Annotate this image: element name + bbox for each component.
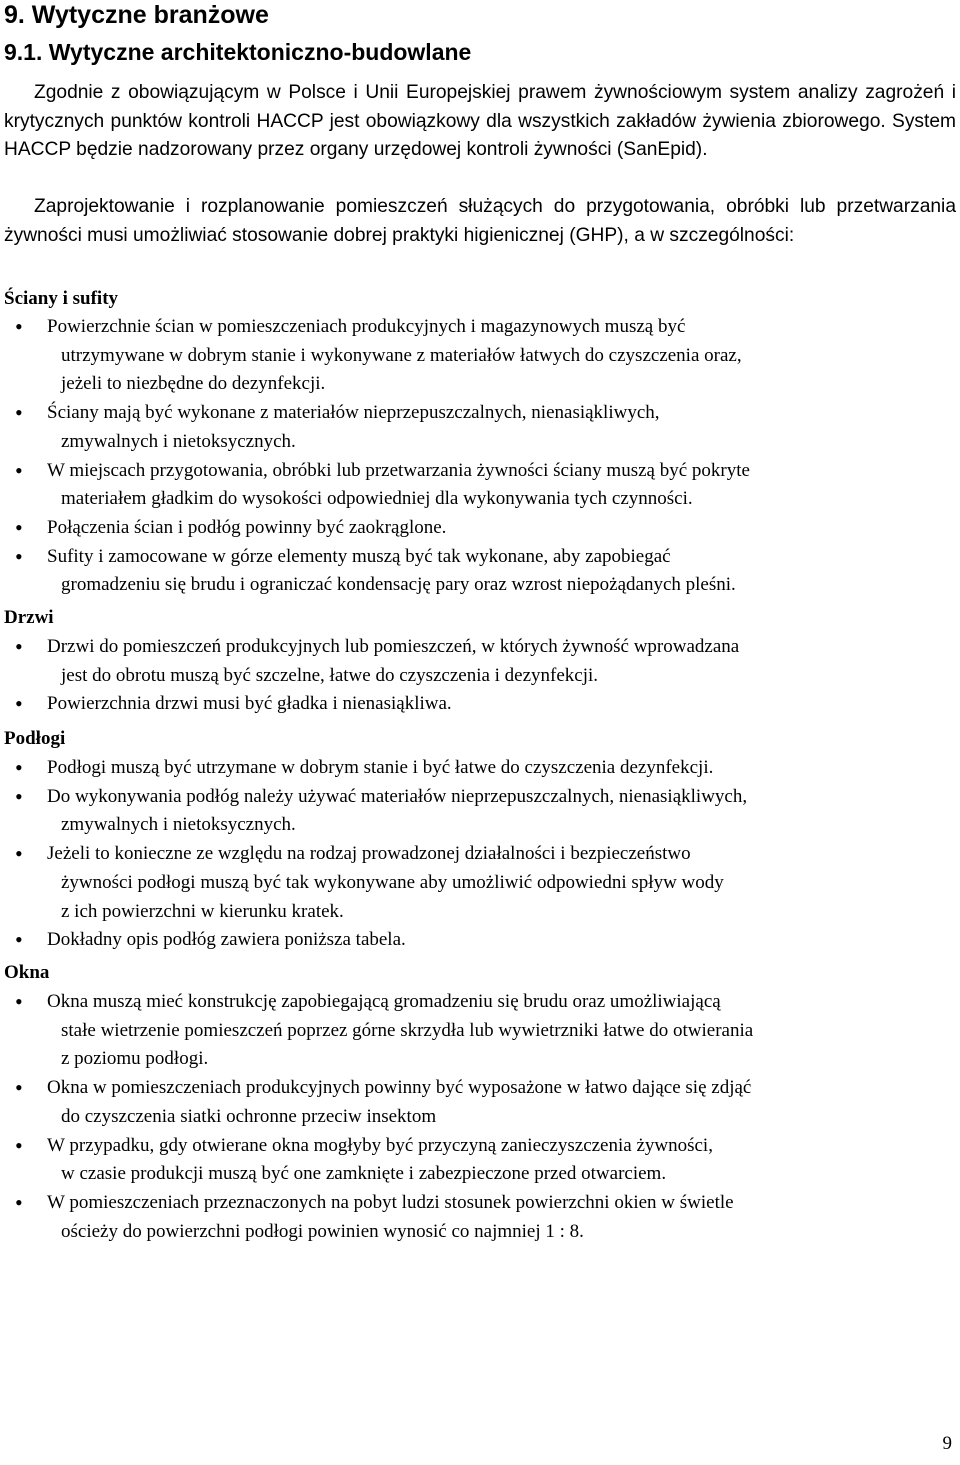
list-item-line: materiałem gładkim do wysokości odpowiedniej dla wykonywania tych czynności. xyxy=(61,488,693,510)
requirements-paragraph: Zaprojektowanie i rozplanowanie pomieszczeń służących do przygotowania, obróbki lub przetwarzania żywności musi umożliwiać stosowanie dobrej praktyki higienicznej (GHP), a w szczególności: xyxy=(4,196,956,246)
list-item-line: • W przypadku, gdy otwierane okna mogłyby być przyczyną zanieczyszczenia żywności, xyxy=(47,1134,713,1156)
list-item-line: • W miejscach przygotowania, obróbki lub przetwarzania żywności ściany muszą być pokryte xyxy=(47,459,750,481)
list-item xyxy=(0,690,960,719)
list-item xyxy=(0,633,960,690)
list-item-line: do czyszczenia siatki ochronne przeciw insektom xyxy=(61,1105,437,1127)
list-item-line: • Okna muszą mieć konstrukcję zapobiegającą gromadzeniu się brudu oraz umożliwiającą xyxy=(47,991,721,1012)
list-item-line: zmywalnych i nietoksycznych. xyxy=(61,430,296,452)
list-item xyxy=(0,988,960,1074)
list-item-line: ościeży do powierzchni podłogi powinien wynosić co najmniej 1 : 8. xyxy=(61,1220,584,1242)
list-item-line: stałe wietrzenie pomieszczeń poprzez górne skrzydła lub wywietrzniki łatwe do otwierania xyxy=(61,1019,754,1041)
list-item-line: z ich powierzchni w kierunku kratek. xyxy=(61,900,344,922)
list-item-line: • Drzwi do pomieszczeń produkcyjnych lub pomieszczeń, w których żywność wprowadzana xyxy=(47,636,740,657)
walls-heading: Ściany i sufity xyxy=(4,288,119,309)
list-item-line: jest do obrotu muszą być szczelne, łatwe do czyszczenia i dezynfekcji. xyxy=(61,664,599,686)
subsection-heading: 9.1. Wytyczne architektoniczno-budowlane xyxy=(4,39,472,65)
list-item xyxy=(0,1074,960,1131)
walls-list xyxy=(0,313,960,600)
page-number: 9 xyxy=(942,1433,952,1454)
floors-heading: Podłogi xyxy=(4,728,66,749)
list-item xyxy=(0,754,960,783)
list-item-line: • Podłogi muszą być utrzymane w dobrym stanie i być łatwe do czyszczenia dezynfekcji. xyxy=(47,757,714,778)
windows-heading: Okna xyxy=(4,962,50,983)
list-item-line: gromadzeniu się brudu i ograniczać kondensację pary oraz wzrost niepożądanych pleśni. xyxy=(61,574,736,596)
list-item-line: z poziomu podłogi. xyxy=(61,1048,209,1070)
doors-list xyxy=(0,633,960,719)
doors-heading: Drzwi xyxy=(4,607,54,628)
list-item xyxy=(0,783,960,840)
list-item xyxy=(0,457,960,514)
list-item-line: • Powierzchnia drzwi musi być gładka i nienasiąkliwa. xyxy=(47,693,452,715)
list-item-line: • Ściany mają być wykonane z materiałów nieprzepuszczalnych, nienasiąkliwych, xyxy=(47,402,660,424)
list-item-line: zmywalnych i nietoksycznych. xyxy=(61,814,296,836)
list-item xyxy=(0,514,960,543)
floors-list xyxy=(0,754,960,955)
list-item-line: żywności podłogi muszą być tak wykonywane aby umożliwić odpowiedni spływ wody xyxy=(61,871,724,893)
list-item xyxy=(0,926,960,955)
list-item-line: • Do wykonywania podłóg należy używać materiałów nieprzepuszczalnych, nienasiąkliwych, xyxy=(47,785,748,807)
list-item-line: • Okna w pomieszczeniach produkcyjnych powinny być wyposażone w łatwo dające się zdjąć xyxy=(47,1077,752,1099)
list-item-line: • Jeżeli to konieczne ze względu na rodzaj prowadzonej działalności i bezpieczeństwo xyxy=(47,843,691,865)
list-item xyxy=(0,1189,960,1246)
intro-paragraph: Zgodnie z obowiązującym w Polsce i Unii Europejskiej prawem żywnościowym system analizy zagrożeń i krytycznych punktów kontroli HACCP jest obowiązkowy dla wszystkich zakładów żywienia zbiorowego. System HACCP będzie nadzorowany przez organy urzędowej kontroli żywności (SanEpid). xyxy=(4,82,956,161)
windows-list xyxy=(0,988,960,1246)
list-item xyxy=(0,840,960,926)
list-item-line: utrzymywane w dobrym stanie i wykonywane z materiałów łatwych do czyszczenia oraz, xyxy=(61,344,742,366)
list-item-line: • W pomieszczeniach przeznaczonych na pobyt ludzi stosunek powierzchni okien w świetle xyxy=(47,1191,734,1213)
list-item xyxy=(0,399,960,456)
list-item-line: • Sufity i zamocowane w górze elementy muszą być tak wykonane, aby zapobiegać xyxy=(47,545,671,567)
section-heading: 9. Wytyczne branżowe xyxy=(4,1,269,29)
list-item-line: • Powierzchnie ścian w pomieszczeniach produkcyjnych i magazynowych muszą być xyxy=(47,316,686,337)
list-item-line: • Połączenia ścian i podłóg powinny być zaokrąglone. xyxy=(47,516,447,538)
list-item-line: jeżeli to niezbędne do dezynfekcji. xyxy=(61,373,326,395)
list-item xyxy=(0,313,960,399)
list-item xyxy=(0,1132,960,1189)
list-item-line: • Dokładny opis podłóg zawiera poniższa tabela. xyxy=(47,929,406,951)
list-item-line: w czasie produkcji muszą być one zamknięte i zabezpieczone przed otwarciem. xyxy=(61,1163,667,1185)
list-item xyxy=(0,543,960,600)
